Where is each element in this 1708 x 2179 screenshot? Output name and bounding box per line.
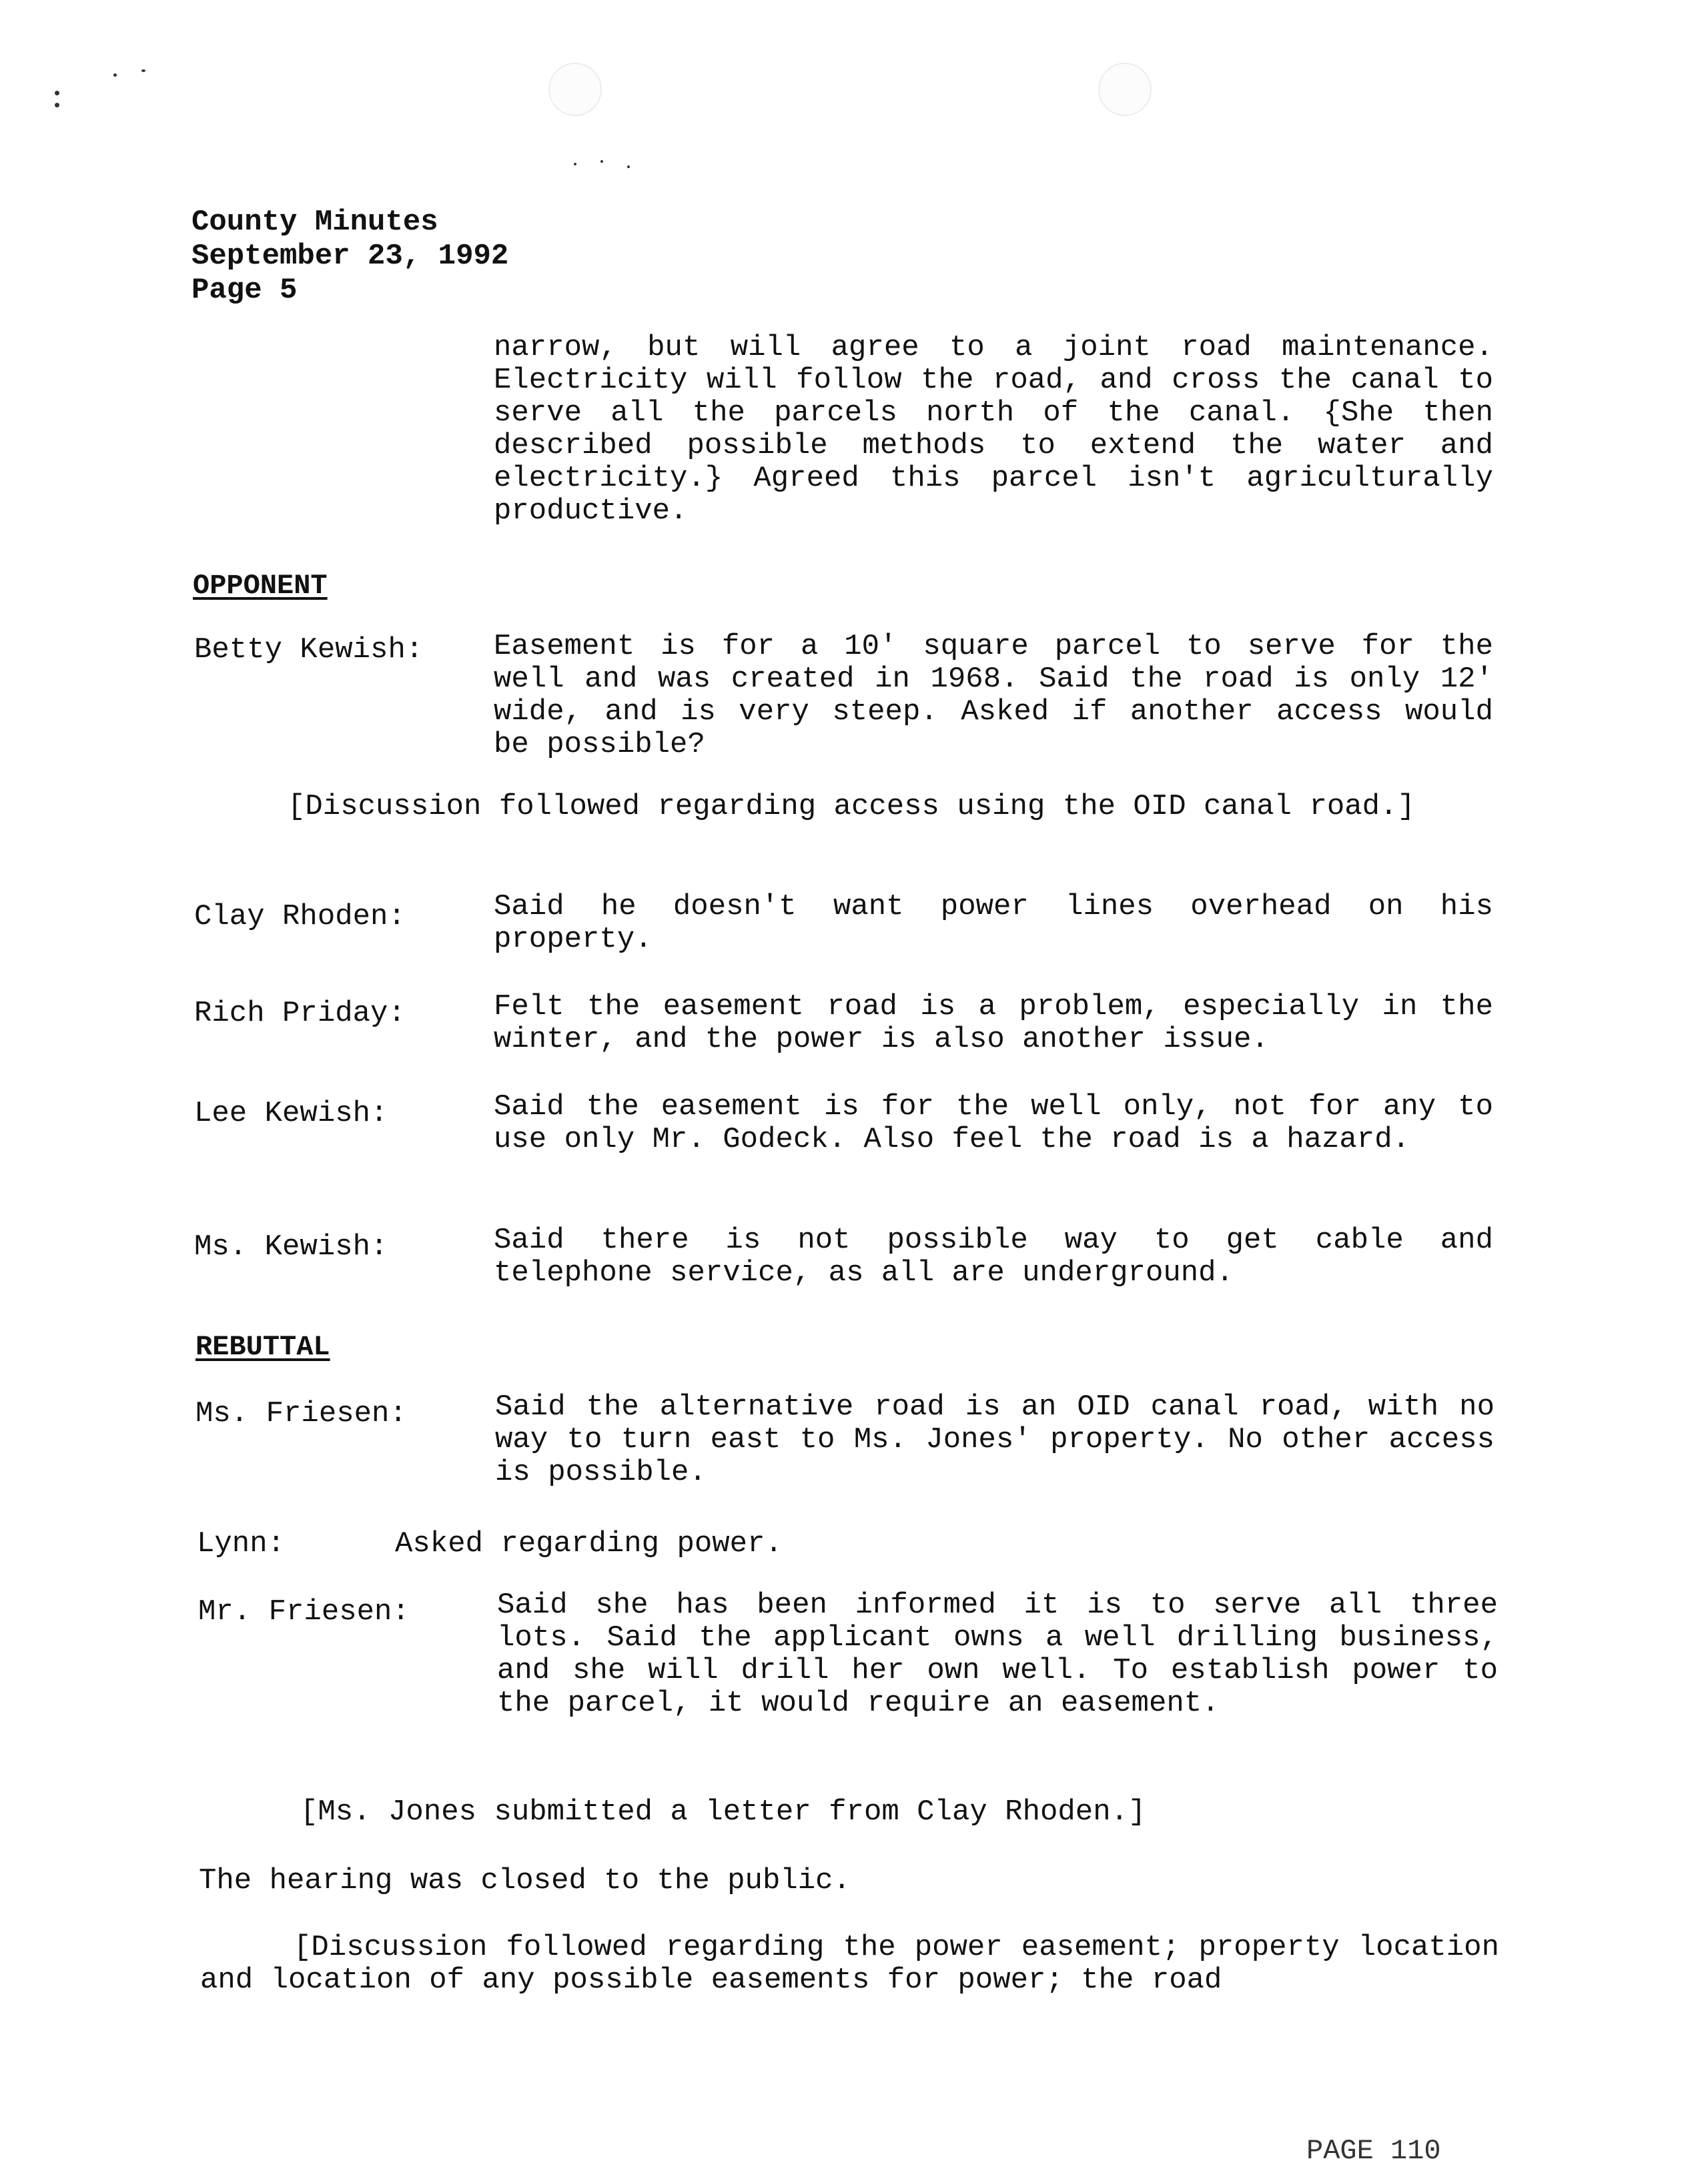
discussion-note-text: [Discussion followed regarding access using the OID canal road.]	[288, 790, 1415, 823]
scan-speck	[113, 73, 117, 77]
page-number-label: PAGE 110	[1306, 2135, 1441, 2167]
punch-hole-left	[548, 63, 602, 116]
speaker-statement: Asked regarding power.	[395, 1527, 783, 1561]
speaker-statement: Said the easement is for the well only, not for any to use only Mr. Godeck. Also feel the road is a hazard.	[494, 1090, 1493, 1156]
header-page: Page 5	[191, 274, 298, 307]
letter-note: [Ms. Jones submitted a letter from Clay Rhoden.]	[300, 1795, 1146, 1829]
closing-discussion-text: [Discussion followed regarding the power easement; property location and location of any possible easements for power; the road	[200, 1931, 1499, 1997]
scan-speck	[141, 69, 145, 72]
intro-paragraph: narrow, but will agree to a joint road maintenance. Electricity will follow the road, and cross the canal to serve all the parcels north of the canal. {She then described possible methods to extend the water and electricity.} Agreed this parcel isn't agriculturally productive.	[494, 331, 1493, 528]
speaker-statement: Easement is for a 10' square parcel to serve for the well and was created in 1968. Said the road is only 12' wide, and is very steep. Asked if another access would be possible?	[494, 630, 1493, 761]
scan-speck	[55, 91, 59, 95]
header-title: County Minutes	[191, 205, 438, 239]
closing-discussion	[200, 1931, 1499, 1997]
scan-speck	[600, 160, 603, 163]
hearing-closed: The hearing was closed to the public.	[199, 1864, 851, 1897]
speaker-name: Mr. Friesen:	[198, 1595, 410, 1629]
speaker-name: Rich Priday:	[194, 997, 406, 1030]
rebuttal-heading: REBUTTAL	[195, 1331, 330, 1363]
discussion-note	[194, 791, 1493, 823]
scan-speck	[574, 163, 576, 165]
header-date: September 23, 1992	[191, 240, 509, 273]
speaker-statement: Said she has been informed it is to serve all three lots. Said the applicant owns a well drilling business, and she will drill her own well. To establish power to the parcel, it would require an easement.	[497, 1589, 1498, 1720]
speaker-statement: Felt the easement road is a problem, especially in the winter, and the power is also another issue.	[494, 990, 1493, 1056]
scan-speck	[55, 103, 59, 107]
speaker-name: Ms. Kewish:	[194, 1230, 388, 1264]
speaker-name: Ms. Friesen:	[195, 1397, 407, 1430]
speaker-statement: Said the alternative road is an OID canal road, with no way to turn east to Ms. Jones' property. No other access is possible.	[495, 1390, 1494, 1489]
punch-hole-right	[1098, 63, 1152, 116]
speaker-statement: Said he doesn't want power lines overhead on his property.	[494, 890, 1493, 956]
scan-speck	[627, 165, 630, 168]
document-header	[191, 205, 508, 308]
speaker-statement: Said there is not possible way to get cable and telephone service, as all are underground.	[494, 1224, 1493, 1290]
opponent-heading: OPPONENT	[193, 570, 328, 602]
speaker-name: Betty Kewish:	[194, 633, 424, 667]
speaker-name: Clay Rhoden:	[194, 900, 406, 933]
speaker-name: Lynn:	[197, 1527, 286, 1561]
speaker-name: Lee Kewish:	[194, 1097, 388, 1130]
